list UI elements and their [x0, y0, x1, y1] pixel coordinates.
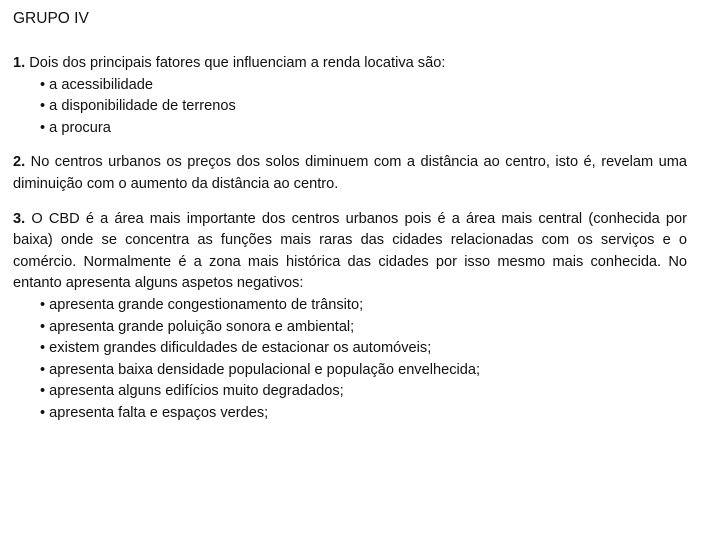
- question-2-text: [13, 152, 687, 195]
- bullet-item: • apresenta baixa densidade populacional e população envelhecida;: [40, 360, 687, 382]
- bullet-item: • apresenta falta e espaços verdes;: [40, 403, 687, 425]
- bullet-item: • existem grandes dificuldades de estacionar os automóveis;: [40, 338, 687, 360]
- bullet-item: • a acessibilidade: [40, 75, 687, 97]
- question-2-body: No centros urbanos os preços dos solos diminuem com a distância ao centro, isto é, revelam uma diminuição com o aumento da distância ao centro.: [13, 154, 687, 192]
- question-1-text: [13, 53, 687, 75]
- question-1: [13, 53, 687, 139]
- question-3-bullets: [13, 295, 687, 425]
- slide-content: [13, 8, 687, 438]
- bullet-item: • a procura: [40, 118, 687, 140]
- bullet-item: • a disponibilidade de terrenos: [40, 96, 687, 118]
- question-1-number: 1.: [13, 55, 26, 71]
- question-2: [13, 152, 687, 195]
- bullet-item: • apresenta grande congestionamento de trânsito;: [40, 295, 687, 317]
- question-2-number: 2.: [13, 154, 26, 171]
- page-title: GRUPO IV: [13, 10, 89, 27]
- question-3-number: 3.: [13, 210, 26, 227]
- question-3-text: [13, 209, 687, 295]
- question-3: [13, 209, 687, 425]
- bullet-item: • apresenta alguns edifícios muito degradados;: [40, 381, 687, 403]
- question-1-body: Dois dos principais fatores que influenciam a renda locativa são:: [25, 55, 446, 71]
- question-1-bullets: [13, 75, 687, 140]
- question-3-body: O CBD é a área mais importante dos centros urbanos pois é a área mais central (conhecida por baixa) onde se concentra as funções mais raras das cidades relacionadas com os serviços e o comércio. Normalmente é a zona mais histórica das cidades por isso mesmo mais conhecida. No entanto apresenta alguns aspetos negativos:: [13, 210, 687, 292]
- bullet-item: • apresenta grande poluição sonora e ambiental;: [40, 317, 687, 339]
